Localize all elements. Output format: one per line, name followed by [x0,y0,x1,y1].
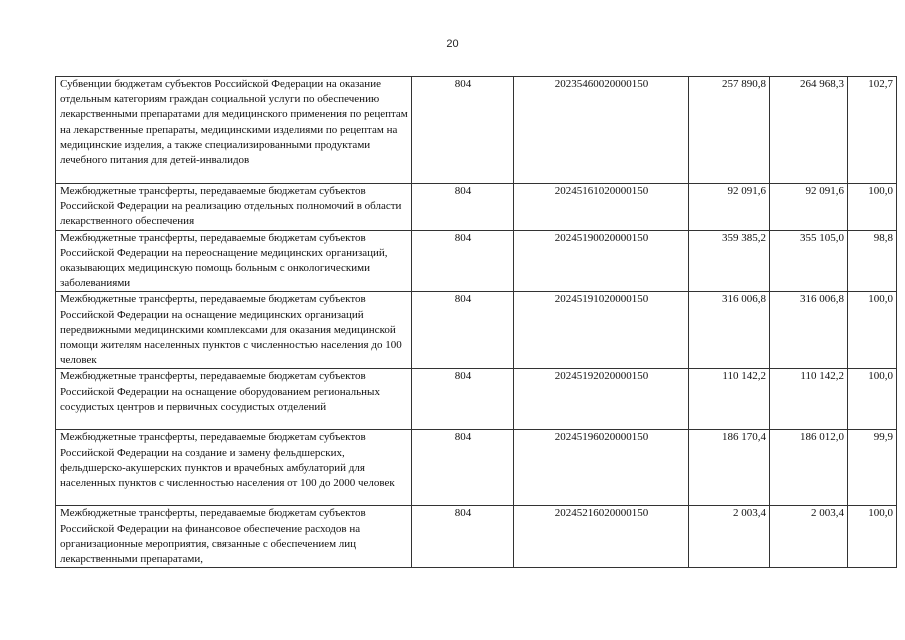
planned-amount-cell: 92 091,6 [689,184,770,231]
budget-classification-code-cell: 20245196020000150 [514,430,689,506]
execution-percent-cell: 100,0 [848,292,897,369]
planned-amount-cell: 110 142,2 [689,369,770,430]
actual-amount-cell: 186 012,0 [770,430,848,506]
budget-classification-code-cell: 20245190020000150 [514,230,689,292]
admin-code-cell: 804 [412,184,514,231]
budget-classification-code-cell: 20235460020000150 [514,77,689,184]
row-name-cell: Межбюджетные трансферты, передаваемые бюджетам субъектов Российской Федерации на оснащение медицинских организаций передвижными медицинскими комплексами для оказания медицинской помощи жителям населенных пунктов с численностью населения до 100 человек [56,292,412,369]
row-name-cell: Межбюджетные трансферты, передаваемые бюджетам субъектов Российской Федерации на создание и замену фельдшерских, фельдшерско-акушерских пунктов и врачебных амбулаторий для населенных пунктов с численностью населения от 100 до 2000 человек [56,430,412,506]
budget-table [55,76,897,568]
admin-code-cell: 804 [412,506,514,568]
table-row [56,430,897,506]
table-row [56,184,897,231]
planned-amount-cell: 316 006,8 [689,292,770,369]
table-row [56,292,897,369]
budget-classification-code-cell: 20245161020000150 [514,184,689,231]
page-number: 20 [446,38,459,50]
admin-code-cell: 804 [412,369,514,430]
table-row [56,369,897,430]
admin-code-cell: 804 [412,77,514,184]
budget-classification-code-cell: 20245192020000150 [514,369,689,430]
actual-amount-cell: 2 003,4 [770,506,848,568]
admin-code-cell: 804 [412,230,514,292]
execution-percent-cell: 98,8 [848,230,897,292]
budget-classification-code-cell: 20245216020000150 [514,506,689,568]
row-name-cell: Субвенции бюджетам субъектов Российской Федерации на оказание отдельным категориям граждан социальной услуги по обеспечению лекарственными препаратами для медицинского применения по рецептам на лекарственные препараты, медицинскими изделиями по рецептам на медицинские изделия, а также специализированными продуктами лечебного питания для детей-инвалидов [56,77,412,184]
table-row [56,77,897,184]
row-name-cell: Межбюджетные трансферты, передаваемые бюджетам субъектов Российской Федерации на реализацию отдельных полномочий в области лекарственного обеспечения [56,184,412,231]
execution-percent-cell: 99,9 [848,430,897,506]
admin-code-cell: 804 [412,292,514,369]
actual-amount-cell: 316 006,8 [770,292,848,369]
actual-amount-cell: 92 091,6 [770,184,848,231]
row-name-cell: Межбюджетные трансферты, передаваемые бюджетам субъектов Российской Федерации на финансовое обеспечение расходов на организационные мероприятия, связанные с обеспечением лиц лекарственными препаратами, [56,506,412,568]
actual-amount-cell: 110 142,2 [770,369,848,430]
budget-classification-code-cell: 20245191020000150 [514,292,689,369]
actual-amount-cell: 355 105,0 [770,230,848,292]
execution-percent-cell: 100,0 [848,369,897,430]
execution-percent-cell: 100,0 [848,506,897,568]
planned-amount-cell: 359 385,2 [689,230,770,292]
row-name-cell: Межбюджетные трансферты, передаваемые бюджетам субъектов Российской Федерации на переоснащение медицинских организаций, оказывающих медицинскую помощь больным с онкологическими заболеваниями [56,230,412,292]
execution-percent-cell: 102,7 [848,77,897,184]
execution-percent-cell: 100,0 [848,184,897,231]
planned-amount-cell: 257 890,8 [689,77,770,184]
actual-amount-cell: 264 968,3 [770,77,848,184]
table-row [56,506,897,568]
planned-amount-cell: 186 170,4 [689,430,770,506]
row-name-cell: Межбюджетные трансферты, передаваемые бюджетам субъектов Российской Федерации на оснащение оборудованием региональных сосудистых центров и первичных сосудистых отделений [56,369,412,430]
admin-code-cell: 804 [412,430,514,506]
table-row [56,230,897,292]
planned-amount-cell: 2 003,4 [689,506,770,568]
